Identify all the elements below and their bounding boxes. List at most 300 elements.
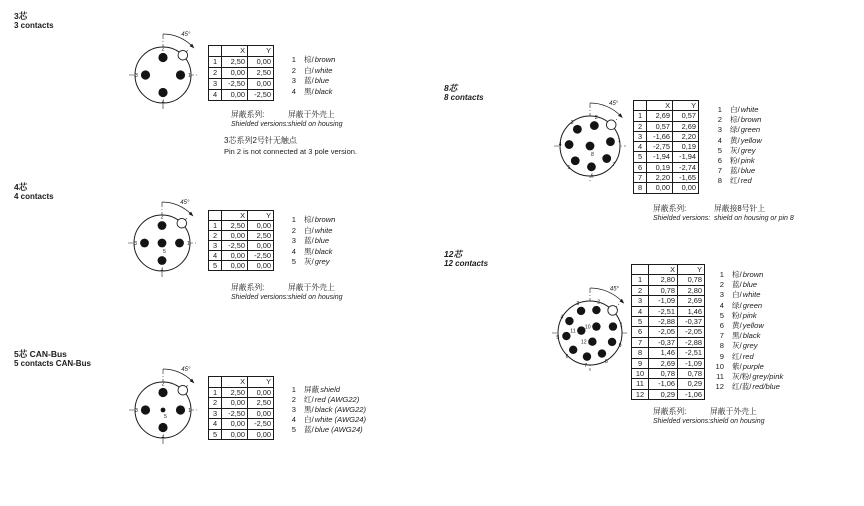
pin-coordinate-row: 5 0,00 0,00 — [209, 261, 274, 271]
legend-color-zh: 蓝/ — [304, 76, 314, 85]
legend-color-zh: 蓝/ — [730, 166, 740, 176]
pin-coordinate-row: 9 2,69 -1,09 — [632, 358, 705, 368]
pin-dot — [158, 388, 167, 397]
legend-item — [284, 256, 335, 267]
legend-pin-number: 4 — [291, 246, 296, 256]
legend-pin-number: 2 — [291, 225, 296, 235]
pin-coordinate-row: 1 2,50 0,00 — [209, 387, 274, 398]
legend-color-zh: 黑/ — [304, 405, 314, 414]
legend-color-zh: 蓝/ — [304, 236, 314, 245]
legend-item — [712, 330, 783, 340]
wire-color-legend-5 — [284, 384, 366, 434]
legend-pin-number: 8 — [719, 341, 724, 351]
legend-color-en: white (AWG24) — [314, 415, 367, 424]
legend-pin-number: 1 — [291, 385, 296, 394]
pin-number-label: 5 — [567, 165, 571, 172]
table-header-row: X Y — [209, 377, 274, 388]
legend-color-en: red — [740, 176, 752, 186]
pin-dot — [158, 53, 167, 62]
legend-pin-number: 11 — [716, 371, 724, 381]
pin-coordinate-row: 1 2,80 0,78 — [632, 275, 705, 285]
legend-item — [712, 310, 783, 320]
shield-note-text-en: shield on housing — [710, 417, 765, 425]
pin-dot — [176, 405, 185, 414]
pin-dot — [571, 156, 580, 165]
pin-dot — [577, 307, 585, 315]
section-title-en: 4 contacts — [14, 192, 54, 201]
shield-note-12 — [653, 407, 765, 426]
pin-dot — [583, 352, 591, 360]
shield-note-label-en: Shielded versions: — [231, 120, 289, 128]
legend-color-zh: 白/ — [304, 225, 314, 235]
pin-dot — [161, 408, 166, 413]
pin-coordinate-row: 8 0,00 0,00 — [634, 183, 699, 193]
legend-color-zh: 黑/ — [304, 246, 314, 256]
pin-coordinate-row: 1 2,50 0,00 — [209, 221, 274, 231]
section-title-zh: 8芯 — [444, 83, 458, 93]
legend-color-zh: 黑/ — [732, 331, 742, 341]
legend-pin-number: 1 — [717, 105, 722, 114]
legend-color-zh: 灰/ — [730, 145, 740, 155]
legend-pin-number: 2 — [291, 65, 296, 75]
legend-item — [710, 155, 762, 165]
legend-color-en: red/blue — [752, 382, 780, 392]
legend-item — [712, 279, 783, 289]
pin-dot — [592, 306, 600, 314]
pin-coordinate-row: 4 0,00 -2,50 — [209, 251, 274, 261]
legend-color-zh: 白/ — [304, 65, 314, 75]
legend-color-en: brown — [742, 270, 764, 279]
pin-dot — [158, 221, 167, 230]
pin-coordinate-row: 3 -1,09 2,69 — [632, 296, 705, 306]
legend-color-zh: 屏蔽 — [304, 385, 320, 394]
shield-note-text-en: shield on housing — [288, 120, 343, 128]
pin-coordinate-row: 4 0,00 -2,50 — [209, 90, 274, 101]
legend-pin-number: 5 — [291, 425, 296, 434]
section-title-en: 8 contacts — [444, 93, 484, 102]
legend-color-zh: 白/ — [304, 415, 314, 424]
section-title-5-contacts-can-bus — [14, 349, 91, 369]
legend-color-en: brown — [314, 215, 336, 224]
legend-pin-number: 4 — [717, 135, 722, 145]
legend-color-en: red — [742, 351, 754, 361]
legend-pin-number: 9 — [719, 351, 724, 361]
shield-note-text-zh: 屏蔽于外壳上 — [710, 407, 757, 416]
legend-color-en: pink — [740, 155, 755, 165]
legend-pin-number: 7 — [717, 166, 722, 176]
pin-dot — [587, 162, 596, 171]
legend-item — [710, 104, 762, 114]
pin-number-label: 2 — [161, 46, 165, 53]
legend-pin-number: 2 — [717, 115, 722, 125]
legend-color-zh: 绿/ — [732, 300, 742, 310]
shield-note-text-en: shield on housing — [288, 293, 343, 301]
pin-coordinate-row: 7 2,20 -1,65 — [634, 173, 699, 183]
legend-pin-number: 2 — [291, 395, 296, 404]
shield-note-label-en: Shielded versions: — [231, 293, 289, 301]
shield-note-text-zh: 屏蔽于外壳上 — [288, 110, 335, 119]
legend-pin-number: 8 — [717, 176, 722, 186]
pin-dot — [590, 121, 599, 130]
legend-color-en: white — [314, 225, 333, 235]
pin-number-label: 4 — [560, 314, 564, 321]
angle-label: 45° — [609, 286, 620, 293]
pin-coordinate-table-8 — [633, 100, 699, 194]
legend-color-en: blue — [740, 166, 756, 176]
shield-note-label-zh: 屏蔽系列: — [231, 110, 265, 119]
note-zh: 3芯系列2号针无触点 — [224, 136, 297, 145]
angle-label: 45° — [180, 199, 190, 206]
legend-color-en: brown — [314, 55, 336, 64]
legend-pin-number: 5 — [717, 145, 722, 155]
pin-number-label: 2 — [597, 299, 601, 306]
pin-dot — [592, 322, 600, 330]
pin-dot — [598, 349, 606, 357]
legend-pin-number: 1 — [291, 215, 296, 224]
section-title-zh: 5芯 CAN-Bus — [14, 349, 67, 359]
legend-item — [710, 175, 762, 185]
legend-pin-number: 4 — [291, 86, 296, 96]
pin-dot — [565, 140, 574, 149]
pin-number-label: 9 — [618, 343, 622, 350]
angle-label: 45° — [609, 101, 619, 108]
legend-item — [710, 114, 762, 124]
legend-color-zh: 紫/ — [732, 361, 742, 371]
pin-dot — [573, 125, 582, 134]
pin-coordinate-row: 1 2,69 0,57 — [634, 111, 699, 121]
pin-dot — [176, 70, 185, 79]
legend-item — [710, 124, 762, 134]
legend-color-zh: 红/蓝/ — [732, 382, 752, 392]
section-title-zh: 4芯 — [14, 182, 28, 192]
legend-pin-number: 1 — [291, 55, 296, 64]
pin-number-label: 10 — [584, 324, 591, 331]
legend-pin-number: 10 — [715, 361, 724, 371]
pin-number-label: 6 — [565, 353, 569, 360]
pin-coordinate-table-3 — [208, 45, 274, 101]
legend-color-zh: 红/ — [304, 395, 314, 404]
pin-number-label: 1 — [188, 408, 192, 414]
legend-color-zh: 棕/ — [304, 55, 314, 64]
section-title-en: 3 contacts — [14, 21, 54, 30]
pin-coordinate-row: 2 0,00 2,50 — [209, 68, 274, 79]
legend-item — [284, 65, 335, 76]
connector-face-diagram-12 — [540, 283, 640, 373]
legend-color-en: purple — [742, 361, 764, 371]
shield-note-4 — [231, 283, 343, 302]
pin-dot — [158, 239, 167, 248]
table-header-row: X Y — [634, 101, 699, 111]
legend-color-en: white — [742, 290, 761, 300]
section-title-4-contacts — [14, 182, 54, 202]
pin-number-label: 6 — [590, 173, 594, 180]
section-title-zh: 12芯 — [444, 249, 462, 259]
legend-color-zh: 红/ — [732, 351, 742, 361]
legend-color-zh: 粉/ — [730, 155, 740, 165]
legend-color-zh: 黄/ — [732, 320, 742, 330]
pin-coordinate-row: 5 -1,94 -1,94 — [634, 152, 699, 162]
pin-coordinate-row: 2 0,00 2,50 — [209, 398, 274, 409]
angle-label: 45° — [181, 31, 191, 38]
legend-color-en: black — [742, 331, 761, 341]
pin-coordinate-row: 2 0,00 2,50 — [209, 231, 274, 241]
pin-number-label: 4 — [161, 99, 165, 106]
pin-dot — [569, 346, 577, 354]
section-title-8-contacts — [444, 83, 484, 103]
legend-pin-number: 12 — [715, 382, 724, 392]
shield-note-label-zh: 屏蔽系列: — [231, 283, 265, 292]
keyway-notch-icon — [177, 218, 187, 228]
wire-color-legend-4 — [284, 214, 335, 267]
pin-coordinate-row: 6 -2,05 -2,05 — [632, 327, 705, 337]
pin-number-label: 5 — [163, 248, 166, 255]
pin-number-label: 3 — [134, 241, 138, 247]
shield-note-text-zh: 屏蔽于外壳上 — [288, 283, 335, 292]
pin-number-label: 1 — [186, 241, 190, 247]
pin-number-label: 2 — [594, 114, 598, 121]
legend-color-en: blue — [314, 236, 330, 245]
section-title-3-contacts — [14, 11, 54, 31]
pin-number-label: 2 — [160, 214, 164, 221]
pin-coordinate-row: 11 -1,06 0,29 — [632, 379, 705, 389]
pin-dot — [606, 137, 615, 146]
keyway-notch-icon — [178, 385, 188, 395]
legend-pin-number: 3 — [291, 405, 296, 414]
legend-pin-number: 3 — [291, 76, 296, 85]
legend-pin-number: 3 — [291, 236, 296, 245]
legend-pin-number: 2 — [719, 280, 724, 290]
pin-number-label: 8 — [591, 151, 594, 158]
section-title-en: 12 contacts — [444, 259, 489, 268]
pin-dot — [602, 154, 611, 163]
keyway-notch-icon — [606, 120, 616, 130]
legend-item — [284, 394, 366, 404]
legend-pin-number: 5 — [291, 257, 296, 266]
legend-pin-number: 4 — [291, 415, 296, 424]
pin-dot — [609, 322, 617, 330]
legend-item — [712, 371, 783, 381]
legend-item — [284, 424, 366, 434]
legend-item — [710, 165, 762, 175]
pin-number-label: 3 — [134, 73, 138, 79]
pin-dot — [565, 317, 573, 325]
pin-coordinate-table-12 — [631, 264, 705, 400]
pin-coordinate-row: 2 0,57 2,69 — [634, 121, 699, 131]
pin-coordinate-row: 7 -0,37 -2,88 — [632, 337, 705, 347]
pin-number-label: 4 — [558, 141, 562, 148]
shield-note-8 — [653, 204, 794, 223]
legend-item — [712, 269, 783, 279]
legend-color-en: grey — [742, 341, 758, 351]
legend-color-en: blue — [742, 280, 758, 290]
legend-color-zh: 蓝/ — [304, 425, 314, 434]
legend-color-en: green — [740, 125, 761, 135]
legend-color-zh: 黑/ — [304, 86, 314, 96]
pin-number-label: 5 — [164, 413, 167, 420]
legend-pin-number: 3 — [719, 290, 724, 300]
pin-number-label: 3 — [570, 120, 574, 127]
pin-dot — [158, 88, 167, 97]
legend-color-en: brown — [740, 115, 762, 125]
legend-item — [712, 300, 783, 310]
legend-item — [712, 351, 783, 361]
legend-color-zh: 蓝/ — [732, 280, 742, 290]
legend-color-zh: 棕/ — [730, 115, 740, 125]
legend-color-en: grey — [740, 145, 756, 155]
wire-color-legend-3 — [284, 54, 335, 96]
pin-dot — [158, 256, 167, 265]
shield-note-text-en: shield on housing or pin 8 — [714, 214, 794, 222]
legend-color-zh: 灰/ — [304, 257, 314, 266]
legend-pin-number: 7 — [719, 331, 724, 341]
pin-dot — [608, 338, 616, 346]
shield-note-text-zh: 屏蔽接8号针上 — [714, 204, 766, 213]
legend-pin-number: 6 — [717, 155, 722, 165]
pin-coordinate-row: 1 2,50 0,00 — [209, 57, 274, 68]
legend-item — [284, 54, 335, 65]
legend-color-en: yellow — [742, 320, 764, 330]
shield-note-label-en: Shielded versions: — [653, 417, 711, 425]
legend-item — [284, 75, 335, 86]
section-title-12-contacts — [444, 249, 488, 269]
legend-color-en: green — [742, 300, 763, 310]
legend-item — [710, 135, 762, 145]
legend-item — [712, 361, 783, 371]
pin-coordinate-row: 3 -2,50 0,00 — [209, 241, 274, 251]
legend-color-en: blue — [314, 76, 330, 85]
pin-dot — [140, 239, 149, 248]
legend-pin-number: 5 — [719, 310, 724, 320]
legend-item — [284, 86, 335, 97]
pin-dot — [586, 142, 595, 151]
connector-face-diagram-4 — [112, 193, 212, 283]
pin-dot — [577, 326, 585, 334]
pin-coordinate-row: 2 0,78 2,80 — [632, 285, 705, 295]
pin-coordinate-row: 5 -2,88 -0,37 — [632, 317, 705, 327]
shield-note-3 — [231, 110, 343, 129]
legend-color-zh: 棕/ — [732, 270, 742, 279]
pin-number-label: 1 — [619, 322, 623, 329]
legend-item — [712, 340, 783, 350]
section-title-zh: 3芯 — [14, 11, 28, 21]
legend-color-zh: 红/ — [730, 176, 740, 186]
legend-color-en: blue (AWG24) — [314, 425, 363, 434]
pin-coordinate-row: 4 -2,51 1,46 — [632, 306, 705, 316]
legend-color-zh: 棕/ — [304, 215, 314, 224]
legend-color-en: pink — [742, 310, 757, 320]
pin-dot — [141, 405, 150, 414]
legend-item — [712, 320, 783, 330]
legend-pin-number: 4 — [719, 300, 724, 310]
wire-color-legend-8 — [710, 104, 762, 186]
wire-color-legend-12 — [712, 269, 783, 391]
legend-pin-number: 6 — [719, 320, 724, 330]
legend-item — [284, 384, 366, 394]
legend-color-en: shield — [320, 385, 341, 394]
pin-coordinate-row: 12 0,29 -1,06 — [632, 389, 705, 399]
pin-coordinate-row: 3 -2,50 0,00 — [209, 408, 274, 419]
legend-item — [284, 225, 335, 236]
pin-coordinate-row: 6 0,19 -2,74 — [634, 162, 699, 172]
legend-color-en: grey — [314, 257, 330, 266]
connector-face-diagram-5 — [113, 360, 213, 450]
pin-dot — [175, 239, 184, 248]
pin-number-label: 8 — [604, 359, 608, 366]
legend-item — [712, 381, 783, 391]
legend-item — [284, 414, 366, 424]
legend-color-zh: 灰/ — [732, 341, 742, 351]
shield-note-label-en: Shielded versions: — [653, 214, 711, 222]
legend-color-en: red (AWG22) — [314, 395, 360, 404]
legend-item — [284, 214, 335, 225]
pin-coordinate-row: 8 1,46 -2,51 — [632, 348, 705, 358]
pin-dot — [141, 70, 150, 79]
legend-color-en: white — [314, 65, 333, 75]
pin-coordinate-row: 10 0,78 0,78 — [632, 369, 705, 379]
pin-number-label: 3 — [576, 300, 580, 307]
legend-color-en: grey/pink — [752, 371, 784, 381]
keyway-notch-icon — [608, 306, 618, 316]
legend-color-zh: 白/ — [730, 105, 740, 114]
pin-number-label: 11 — [570, 328, 576, 335]
legend-color-zh: 白/ — [732, 290, 742, 300]
legend-item — [284, 246, 335, 257]
legend-color-en: black — [314, 246, 333, 256]
pin2-not-connected-note — [224, 136, 357, 157]
pin-number-label: 3 — [134, 408, 138, 414]
pin-coordinate-row: 3 -1,66 2,20 — [634, 131, 699, 141]
pin-number-label: 4 — [161, 434, 165, 441]
legend-color-zh: 绿/ — [730, 125, 740, 135]
pin-number-label: 12 — [580, 339, 587, 346]
pin-coordinate-row: 3 -2,50 0,00 — [209, 79, 274, 90]
legend-color-en: yellow — [740, 135, 762, 145]
legend-color-en: white — [740, 105, 759, 114]
pin-number-label: 4 — [160, 267, 164, 274]
pin-coordinate-table-4 — [208, 210, 274, 271]
legend-pin-number: 3 — [717, 125, 722, 135]
pin-number-label: 5 — [556, 335, 560, 342]
keyway-notch-icon — [178, 50, 188, 60]
pin-number-label: 1 — [188, 73, 192, 79]
shield-note-label-zh: 屏蔽系列: — [653, 204, 687, 213]
table-header-row: X Y — [209, 211, 274, 221]
note-en: Pin 2 is not connected at 3 pole version. — [224, 146, 358, 156]
legend-color-zh: 灰/粉/ — [732, 371, 752, 381]
pin-coordinate-table-5 — [208, 376, 274, 440]
legend-item — [284, 235, 335, 246]
pin-coordinate-row: 4 -2,75 0,19 — [634, 142, 699, 152]
connector-face-diagram-8 — [540, 96, 640, 186]
legend-color-en: black (AWG22) — [314, 405, 367, 414]
legend-color-zh: 粉/ — [732, 310, 742, 320]
pin-coordinate-row: 5 0,00 0,00 — [209, 429, 274, 440]
legend-item — [712, 289, 783, 299]
shield-note-label-zh: 屏蔽系列: — [653, 407, 687, 416]
table-header-row: X Y — [209, 46, 274, 57]
legend-item — [284, 404, 366, 414]
connector-face-diagram-3 — [113, 25, 213, 115]
legend-item — [710, 145, 762, 155]
section-title-en: 5 contacts CAN-Bus — [14, 359, 91, 368]
pin-number-label: 2 — [161, 381, 165, 388]
angle-label: 45° — [181, 366, 191, 373]
pin-number-label: 7 — [612, 161, 616, 168]
pin-number-label: 1 — [617, 137, 621, 144]
legend-color-zh: 黄/ — [730, 135, 740, 145]
legend-color-en: black — [314, 86, 333, 96]
table-header-row: X Y — [632, 265, 705, 275]
